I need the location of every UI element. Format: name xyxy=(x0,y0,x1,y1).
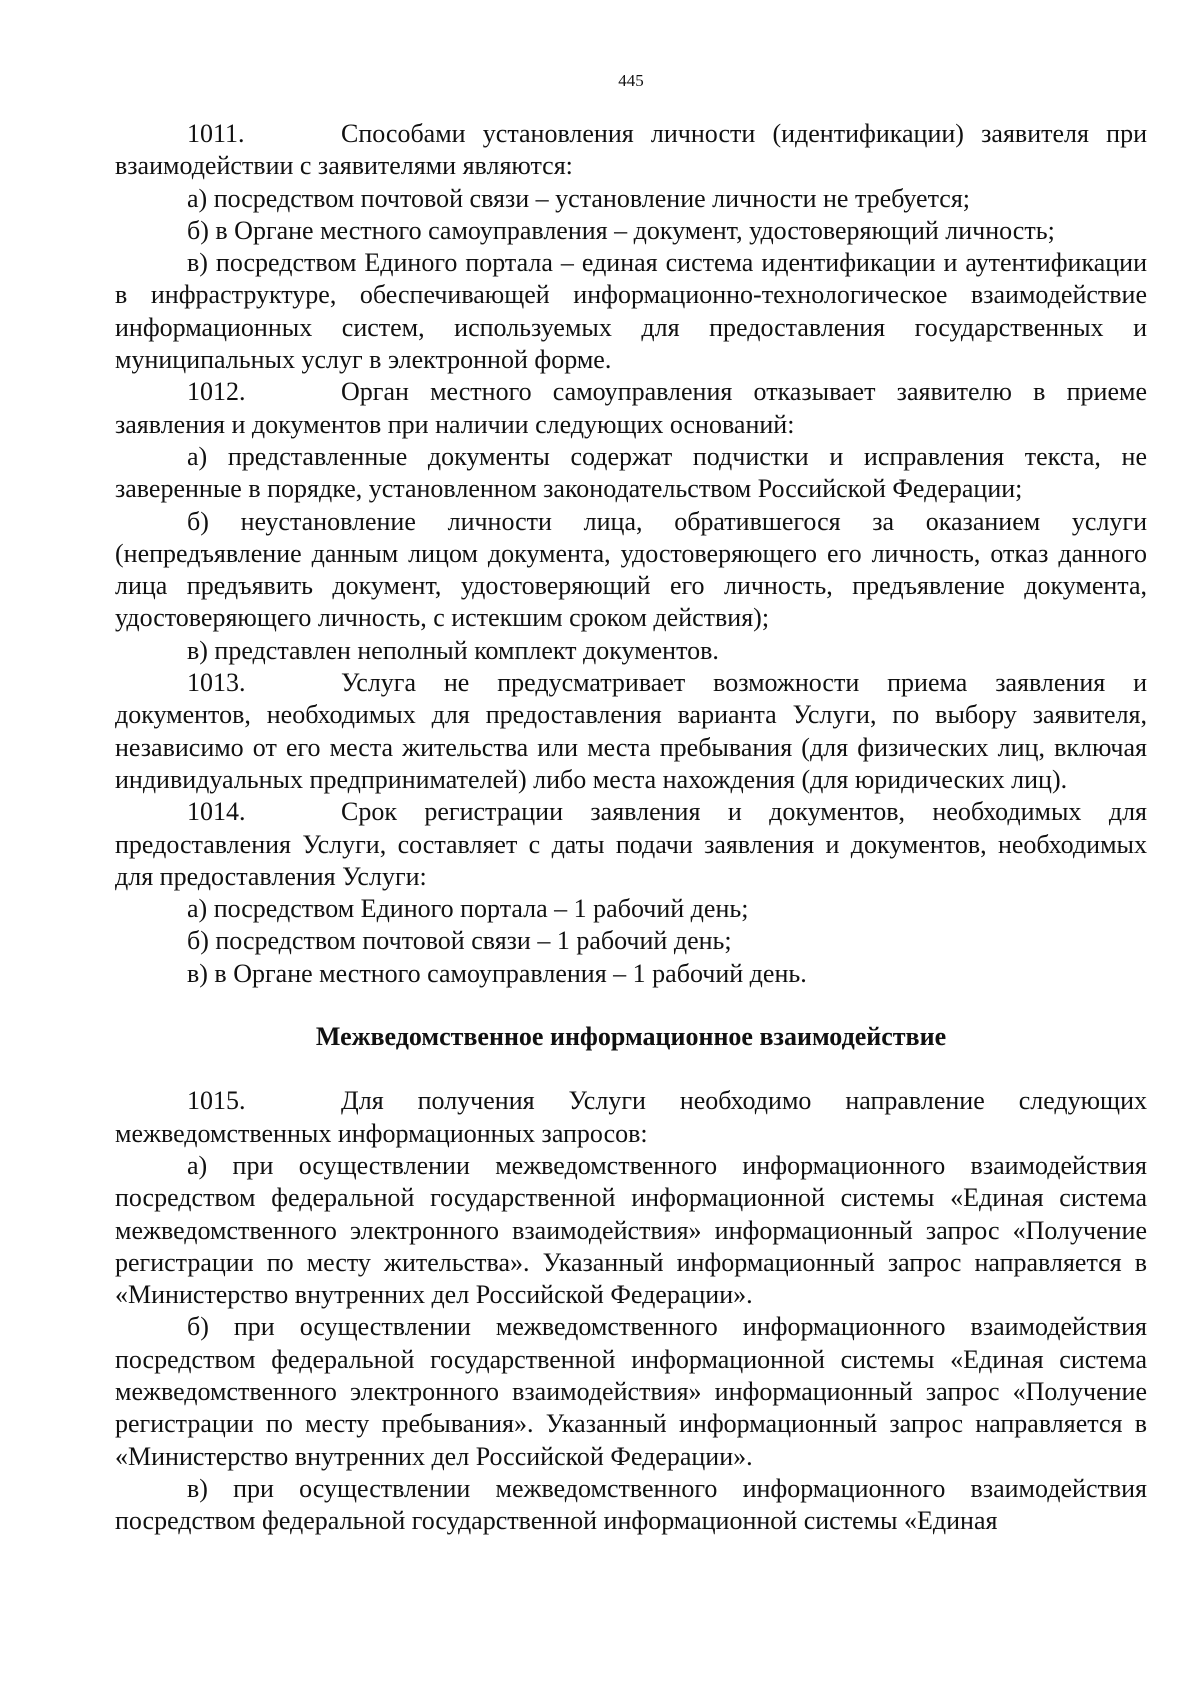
clause-1015-item-c: в) при осуществлении межведомственного информационного взаимодействия посредством федеральной государственной информационной системы «Единая xyxy=(115,1473,1147,1536)
clause-number: 1012. xyxy=(187,377,246,407)
clause-1012-item-b: б) неустановление личности лица, обратившегося за оказанием услуги (непредъявление данным лицом документа, удостоверяющего его личность, отказ данного лица предъявить документ, удостоверяющий его личность, предъявление документа, удостоверяющего личность, с истекшим сроком действия); xyxy=(115,506,1147,633)
clause-1011-item-c: в) посредством Единого портала – единая система идентификации и аутентификации в инфраструктуре, обеспечивающей информационно-технологическое взаимодействие информационных систем, используемых для предоставления государственных и муниципальных услуг в электронной форме. xyxy=(115,248,1147,375)
clause-1014-item-a: а) посредством Единого портала – 1 рабочий день; xyxy=(187,894,749,924)
clause-text: Для получения Услуги необходимо направление следующих межведомственных информационных запросов: xyxy=(115,1086,1147,1148)
clause-1013 xyxy=(115,667,1147,796)
clause-1014 xyxy=(115,796,1147,893)
clause-1012-item-c: в) представлен неполный комплект документов. xyxy=(187,635,719,665)
clause-text: Услуга не предусматривает возможности приема заявления и документов, необходимых для предоставления варианта Услуги, по выбору заявителя, независимо от его места жительства или места пребывания (для физических лиц, включая индивидуальных предпринимателей) либо места нахождения (для юридических лиц). xyxy=(115,668,1147,794)
clause-1015 xyxy=(115,1085,1147,1150)
clause-1011 xyxy=(115,118,1147,183)
document-page xyxy=(115,0,1147,1697)
clause-text: Срок регистрации заявления и документов, необходимых для предоставления Услуги, составляет с даты подачи заявления и документов, необходимых для предоставления Услуги: xyxy=(115,797,1147,891)
clause-number: 1015. xyxy=(187,1086,246,1116)
clause-1015-item-b: б) при осуществлении межведомственного информационного взаимодействия посредством федеральной государственной информационной системы «Единая система межведомственного электронного взаимодействия» информационный запрос «Получение регистрации по месту пребывания». Указанный информационный запрос направляется в «Министерство внутренних дел Российской Федерации». xyxy=(115,1312,1147,1471)
clause-1012-item-a: а) представленные документы содержат подчистки и исправления текста, не заверенные в порядке, установленном законодательством Российской Федерации; xyxy=(115,441,1147,504)
clause-1014-item-c: в) в Органе местного самоуправления – 1 рабочий день. xyxy=(187,958,807,988)
clause-1014-item-b: б) посредством почтовой связи – 1 рабочий день; xyxy=(187,926,732,956)
clause-number: 1011. xyxy=(187,119,245,148)
clause-number: 1014. xyxy=(187,797,246,827)
clause-1012 xyxy=(115,376,1147,441)
clause-1011-item-b: б) в Органе местного самоуправления – документ, удостоверяющий личность; xyxy=(187,215,1055,245)
document-body xyxy=(115,118,1147,1537)
section-heading: Межведомственное информационное взаимодействие xyxy=(315,1022,947,1052)
clause-text: Способами установления личности (идентификации) заявителя при взаимодействии с заявителями являются: xyxy=(115,119,1147,181)
clause-1015-item-a: а) при осуществлении межведомственного информационного взаимодействия посредством федеральной государственной информационной системы «Единая система межведомственного электронного взаимодействия» информационный запрос «Получение регистрации по месту жительства». Указанный информационный запрос направляется в «Министерство внутренних дел Российской Федерации». xyxy=(115,1150,1147,1310)
clause-number: 1013. xyxy=(187,668,246,698)
clause-text: Орган местного самоуправления отказывает заявителю в приеме заявления и документов при наличии следующих оснований: xyxy=(115,377,1147,439)
clause-1011-item-a: а) посредством почтовой связи – установление личности не требуется; xyxy=(187,183,970,213)
page-number: 445 xyxy=(618,71,644,90)
